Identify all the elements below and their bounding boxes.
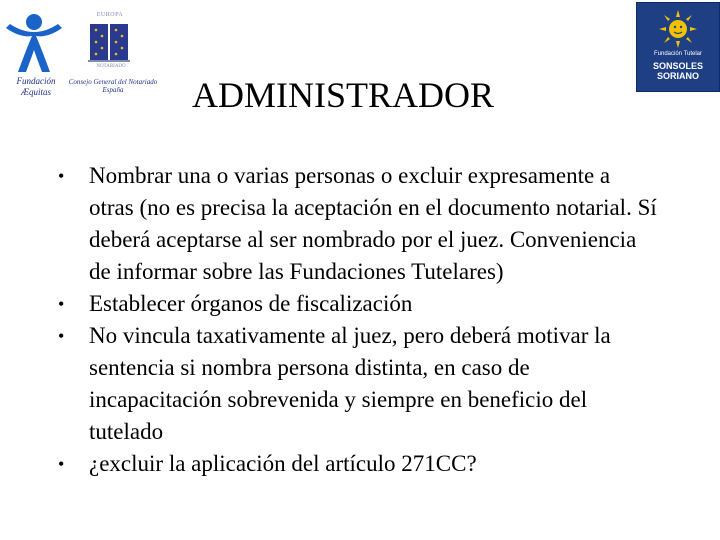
notariado-europa-text: EUROPA — [96, 12, 124, 18]
bullet-dot: • — [58, 294, 65, 314]
logo-fundacion-aequitas — [4, 10, 64, 102]
logo-sonsoles-soriano — [636, 2, 720, 92]
notariado-label-text: NOTARIADO — [96, 64, 126, 69]
notariado-emblem-icon — [88, 20, 132, 64]
aequitas-text: Fundación Æquitas — [16, 76, 56, 97]
bullet-item — [58, 448, 658, 480]
aequitas-figure-icon — [4, 10, 64, 76]
bullet-list — [58, 160, 658, 480]
bullet-text: No vincula taxativamente al juez, pero deberá motivar la sentencia si nombra persona distinta, en caso de incapacitación sobrevenida y siempre en beneficio del tutelado — [89, 323, 611, 444]
bullet-text: Establecer órganos de fiscalización — [89, 291, 413, 316]
sun-icon — [658, 9, 698, 49]
bullet-text: Nombrar una o varias personas o excluir expresamente a otras (no es precisa la aceptación en el documento notarial. Sí deberá aceptarse al ser nombrado por el juez. Conveniencia de informar sobre las Fundaciones Tutelares) — [89, 163, 657, 284]
bullet-text: ¿excluir la aplicación del artículo 271CC? — [89, 451, 477, 476]
bullet-item — [58, 160, 658, 288]
bullet-dot: • — [58, 166, 65, 186]
slide-title: ADMINISTRADOR — [192, 75, 495, 115]
sonsoles-caption: Fundación Tutelar — [653, 51, 703, 57]
bullet-dot: • — [58, 454, 65, 474]
soriano-name: SORIANO — [656, 71, 699, 81]
bullet-item — [58, 320, 658, 448]
logo-consejo-notariado — [68, 10, 158, 102]
notariado-caption: Consejo General del Notariado España — [68, 78, 158, 94]
bullet-item — [58, 288, 658, 320]
bullet-dot: • — [58, 326, 65, 346]
sonsoles-name: SONSOLES — [652, 61, 703, 71]
